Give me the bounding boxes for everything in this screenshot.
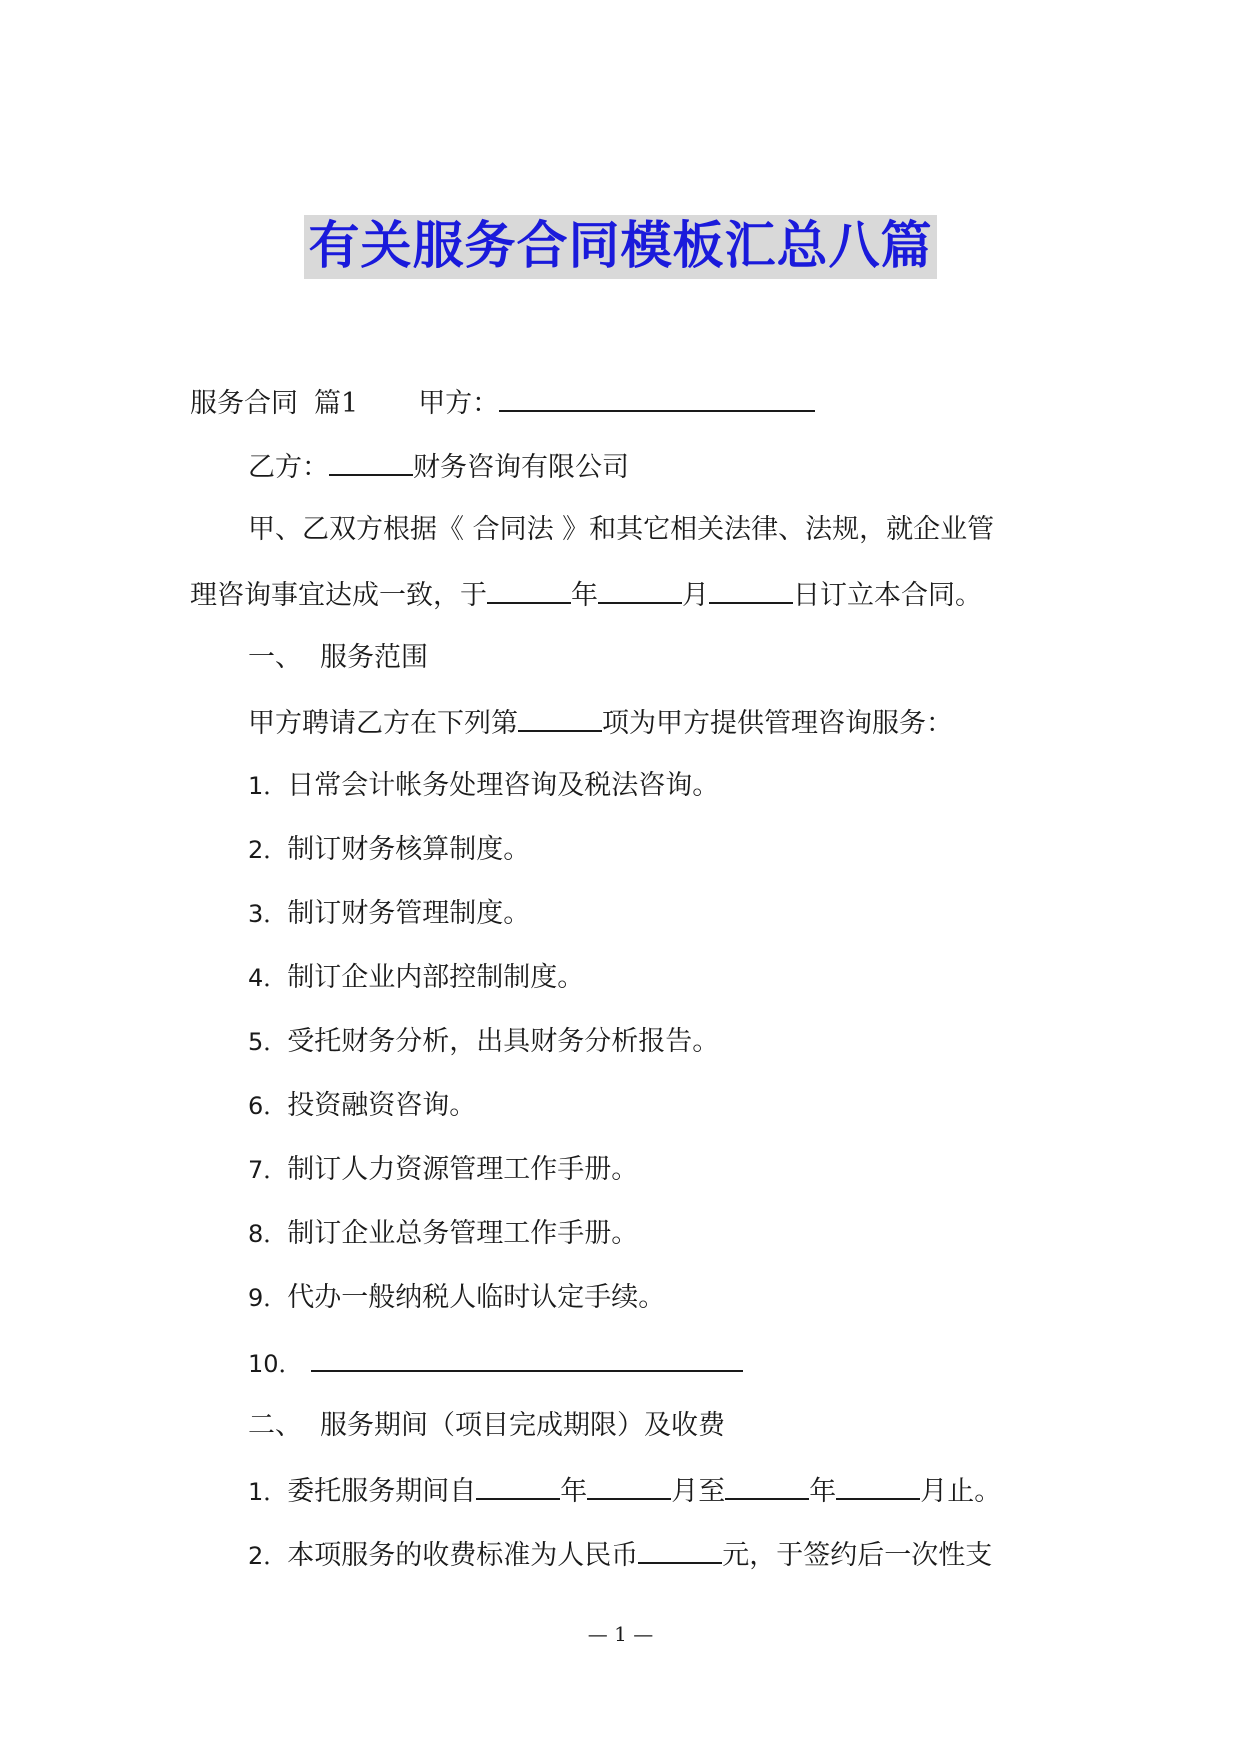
list-item [248,1214,638,1254]
list-item [248,1086,476,1126]
term-end-year-blank[interactable] [725,1470,809,1500]
item-text: 投资融资咨询。 [287,1090,477,1121]
item-number: 1． [248,772,288,800]
document-title: 有关服务合同模板汇总八篇 [304,215,936,279]
item-number: 4． [248,964,288,992]
engage-end: 项为甲方提供管理咨询服务： [602,708,953,739]
section-2-number: 二、 [248,1410,302,1441]
term-start-month-blank[interactable] [587,1470,671,1500]
page-number: — 1 — [587,1622,654,1646]
term-year2-label: 年 [809,1476,837,1507]
fee-line [248,1534,992,1576]
year-blank[interactable] [487,574,571,604]
engage-line [248,702,953,744]
month-label: 月 [682,580,709,611]
section-1-heading [248,638,428,678]
section-1-title: 服务范围 [320,642,428,673]
section-1-number: 一、 [248,642,302,673]
party-b-line [248,446,629,488]
term-start-year-blank[interactable] [476,1470,560,1500]
item-number: 5． [248,1028,288,1056]
item-text: 制订企业总务管理工作手册。 [287,1218,639,1249]
list-item-10 [248,1342,743,1384]
term-year-label: 年 [560,1476,588,1507]
list-item [248,958,584,998]
item-number: 2． [248,836,288,864]
fee-end: 元，于签约后一次性支 [722,1540,993,1571]
item-text: 代办一般纳税人临时认定手续。 [287,1282,666,1313]
list-item [248,894,530,934]
item-selection-blank[interactable] [518,702,602,732]
party-b-suffix: 财务咨询有限公司 [413,452,629,483]
item-text: 日常会计帐务处理咨询及税法咨询。 [287,770,720,801]
month-blank[interactable] [598,574,682,604]
section-2-heading [248,1406,725,1446]
term-line [248,1470,1001,1512]
contract-label: 服务合同 [190,388,298,419]
fee-amount-blank[interactable] [638,1534,722,1564]
list-item [248,766,719,806]
item-text: 制订财务核算制度。 [287,834,531,865]
intro-line-2 [190,574,982,616]
item-number: 10． [248,1350,303,1378]
item-number: 8． [248,1220,288,1248]
term-lead: 委托服务期间自 [287,1476,477,1507]
day-blank[interactable] [709,574,793,604]
item-number: 3． [248,900,288,928]
year-label: 年 [571,580,598,611]
item-number: 2． [248,1542,288,1570]
item-text: 制订财务管理制度。 [287,898,531,929]
item-number: 1． [248,1478,288,1506]
party-b-label: 乙方： [248,452,329,483]
item-text: 制订人力资源管理工作手册。 [287,1154,639,1185]
list-item [248,830,530,870]
title-container [0,215,1241,279]
party-a-label: 甲方： [418,388,500,419]
list-item [248,1022,719,1062]
list-item [248,1278,665,1318]
intro-date-end: 日订立本合同。 [793,580,982,611]
intro-line-1: 甲、乙双方根据《 合同法 》和其它相关法律、法规，就企业管 [248,514,995,545]
item-number: 7． [248,1156,288,1184]
part-label: 篇1 [314,388,359,419]
item-number: 9． [248,1284,288,1312]
header-line [190,382,815,424]
item-number: 6． [248,1092,288,1120]
term-month-to-label: 月至 [671,1476,726,1507]
party-a-blank[interactable] [499,382,815,412]
term-end-month-blank[interactable] [836,1470,920,1500]
intro-date-lead: 理咨询事宜达成一致，于 [190,580,487,611]
item-text: 受托财务分析，出具财务分析报告。 [287,1026,720,1057]
term-end-label: 月止。 [920,1476,1002,1507]
item-text: 制订企业内部控制制度。 [287,962,585,993]
engage-lead: 甲方聘请乙方在下列第 [248,708,518,739]
party-b-blank[interactable] [329,446,413,476]
fee-lead: 本项服务的收费标准为人民币 [287,1540,639,1571]
list-item [248,1150,638,1190]
section-2-title: 服务期间（项目完成期限）及收费 [320,1410,725,1441]
item-10-blank[interactable] [311,1342,743,1372]
